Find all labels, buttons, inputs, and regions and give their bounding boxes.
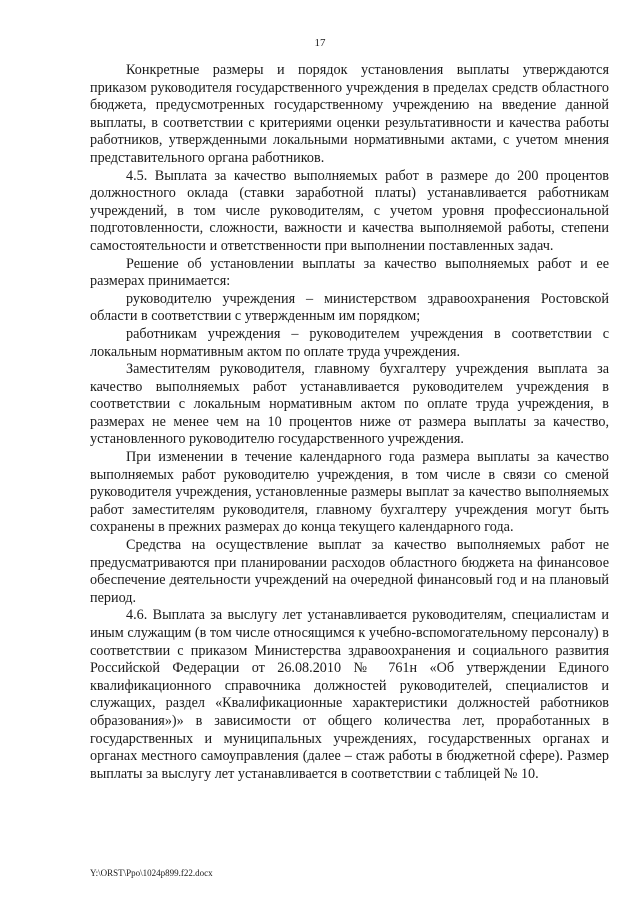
footer-file-path: Y:\ORST\Ppo\1024p899.f22.docx — [90, 868, 213, 878]
document-body — [90, 62, 609, 783]
paragraph: 4.5. Выплата за качество выполняемых работ в размере до 200 процентов должностного оклада (ставки заработной платы) устанавливается работникам учреждений, в том числе руководителям, с учетом уровня профессиональной подготовленности, сложности, важности и качества выполняемой работы, степени самостоятельности и ответственности при выполнении поставленных задач. — [90, 167, 609, 254]
paragraph: Заместителям руководителя, главному бухгалтеру учреждения выплата за качество выполняемых работ устанавливается руководителем учреждения в соответствии с локальным нормативным актом по оплате труда учреждения, в размерах не менее чем на 10 процентов ниже от размера выплаты за качество, установленного руководителю государственного учреждения. — [90, 361, 609, 448]
paragraph: 4.6. Выплата за выслугу лет устанавливается руководителям, специалистам и иным служащим (в том числе относящимся к учебно-вспомогательному персоналу) в соответствии с приказом Министерства здравоохранения и социального развития Российской Федерации от 26.08.2010 № 761н «Об утверждении Единого квалификационного справочника должностей руководителей, специалистов и служащих, раздел «Квалификационные характеристики должностей работников образования»)» в зависимости от общего количества лет, проработанных в государственных и муниципальных учреждениях, государственных органах и органах местного самоуправления (далее – стаж работы в бюджетной сфере). Размер выплаты за выслугу лет устанавливается в соответствии с таблицей № 10. — [90, 607, 609, 782]
paragraph: работникам учреждения – руководителем учреждения в соответствии с локальным нормативным актом по оплате труда учреждения. — [90, 325, 609, 360]
paragraph: руководителю учреждения – министерством здравоохранения Ростовской области в соответствии с утвержденным им порядком; — [90, 290, 609, 325]
paragraph: Конкретные размеры и порядок установления выплаты утверждаются приказом руководителя государственного учреждения в пределах средств областного бюджета, предусмотренных государственному учреждению на введение данной выплаты, в соответствии с критериями оценки результативности и качества работы работников, утвержденными локальными нормативными актами, с учетом мнения представительного органа работников. — [90, 62, 609, 166]
paragraph: При изменении в течение календарного года размера выплаты за качество выполняемых работ руководителю учреждения, в том числе в связи со сменой руководителя учреждения, установленные размеры выплат за качество выполняемых работ заместителям руководителя, главному бухгалтеру учреждения могут быть сохранены в прежних размерах до конца текущего календарного года. — [90, 449, 609, 536]
paragraph: Средства на осуществление выплат за качество выполняемых работ не предусматриваются при планировании расходов областного бюджета на финансовое обеспечение деятельности учреждений на очередной финансовый год и на плановый период. — [90, 537, 609, 606]
page-number: 17 — [314, 37, 326, 49]
paragraph: Решение об установлении выплаты за качество выполняемых работ и ее размерах принимается: — [90, 255, 609, 290]
